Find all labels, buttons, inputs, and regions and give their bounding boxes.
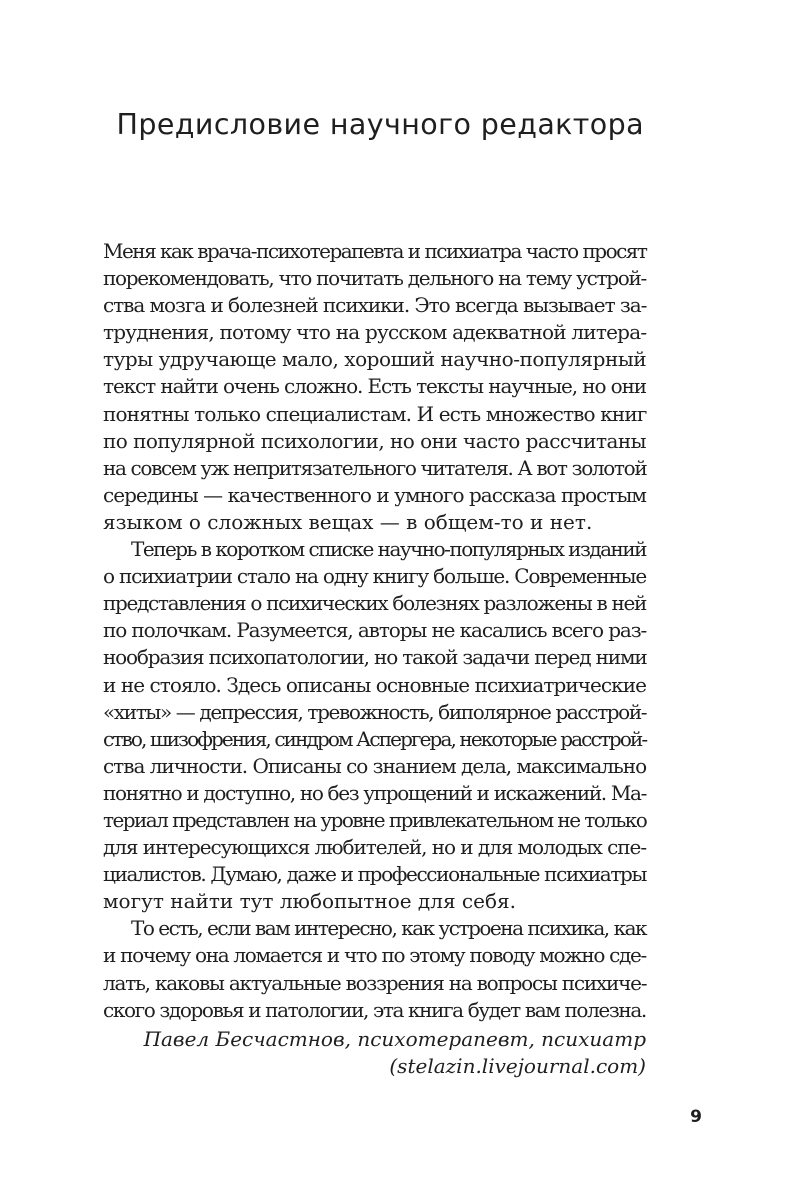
text-line: и почему она ломается и что по этому поводу можно сде- <box>103 943 646 968</box>
text-line: Меня как врача-психотерапевта и психиатра часто просят <box>103 239 647 263</box>
text-line: ство, шизофрения, синдром Аспергера, некоторые расстрой- <box>103 726 647 751</box>
text-line: и не стояло. Здесь описаны основные психиатрические <box>103 672 646 697</box>
text-line: для интересующихся любителей, но и для молодых спе- <box>103 835 646 860</box>
text-line: циалистов. Думаю, даже и профессиональные психиатры <box>103 862 646 887</box>
signature-author: Павел Бесчастнов, психотерапевт, психиатр <box>143 1027 646 1051</box>
text-line: лать, каковы актуальные воззрения на вопросы психиче- <box>103 970 647 995</box>
paragraph <box>103 915 646 1023</box>
signature-source: (stelazin.livejournal.com) <box>389 1054 646 1079</box>
text-line: языком о сложных вещах — в общем-то и нет. <box>103 509 593 534</box>
text-line: ства мозга и болезней психики. Это всегда вызывает за- <box>103 293 647 318</box>
text-line: представления о психических болезнях разложены в ней <box>103 591 646 616</box>
paragraph <box>103 238 646 536</box>
text-line: То есть, если вам интересно, как устроена психика, как <box>131 916 646 941</box>
text-line: Теперь в коротком списке научно-популярных изданий <box>131 537 646 562</box>
body-text <box>103 238 646 1024</box>
text-line: на совсем уж непритязательного читателя. А вот золотой <box>103 455 647 480</box>
text-line: труднения, потому что на русском адекватной литера- <box>103 320 647 345</box>
text-line: по популярной психологии, но они часто рассчитаны <box>103 428 646 453</box>
text-line: порекомендовать, что почитать дельного на тему устрой- <box>103 266 646 291</box>
text-line: нообразия психопатологии, но такой задачи перед ними <box>103 645 647 670</box>
page-title: Предисловие научного редактора <box>116 108 644 141</box>
text-line: могут найти тут любопытное для себя. <box>103 889 516 914</box>
text-line: туры удручающе мало, хороший научно-популярный <box>103 347 647 372</box>
page-number: 9 <box>690 1107 702 1127</box>
text-line: «хиты» — депрессия, тревожность, биполярное расстрой- <box>103 699 647 724</box>
text-line: понятно и доступно, но без упрощений и искажений. Ма- <box>103 780 646 805</box>
signature <box>103 1026 646 1080</box>
text-line: ства личности. Описаны со знанием дела, максимально <box>103 753 647 778</box>
text-line: текст найти очень сложно. Есть тексты научные, но они <box>103 374 647 399</box>
paragraph <box>103 536 646 915</box>
text-line: ского здоровья и патологии, эта книга будет вам полезна. <box>103 997 646 1022</box>
text-line: териал представлен на уровне привлекательном не только <box>103 807 647 832</box>
text-line: понятны только специалистам. И есть множество книг <box>103 401 647 426</box>
text-line: о психиатрии стало на одну книгу больше. Современные <box>103 564 647 589</box>
text-line: по полочкам. Разумеется, авторы не касались всего раз- <box>103 618 647 643</box>
text-line: середины — качественного и умного рассказа простым <box>103 482 646 507</box>
